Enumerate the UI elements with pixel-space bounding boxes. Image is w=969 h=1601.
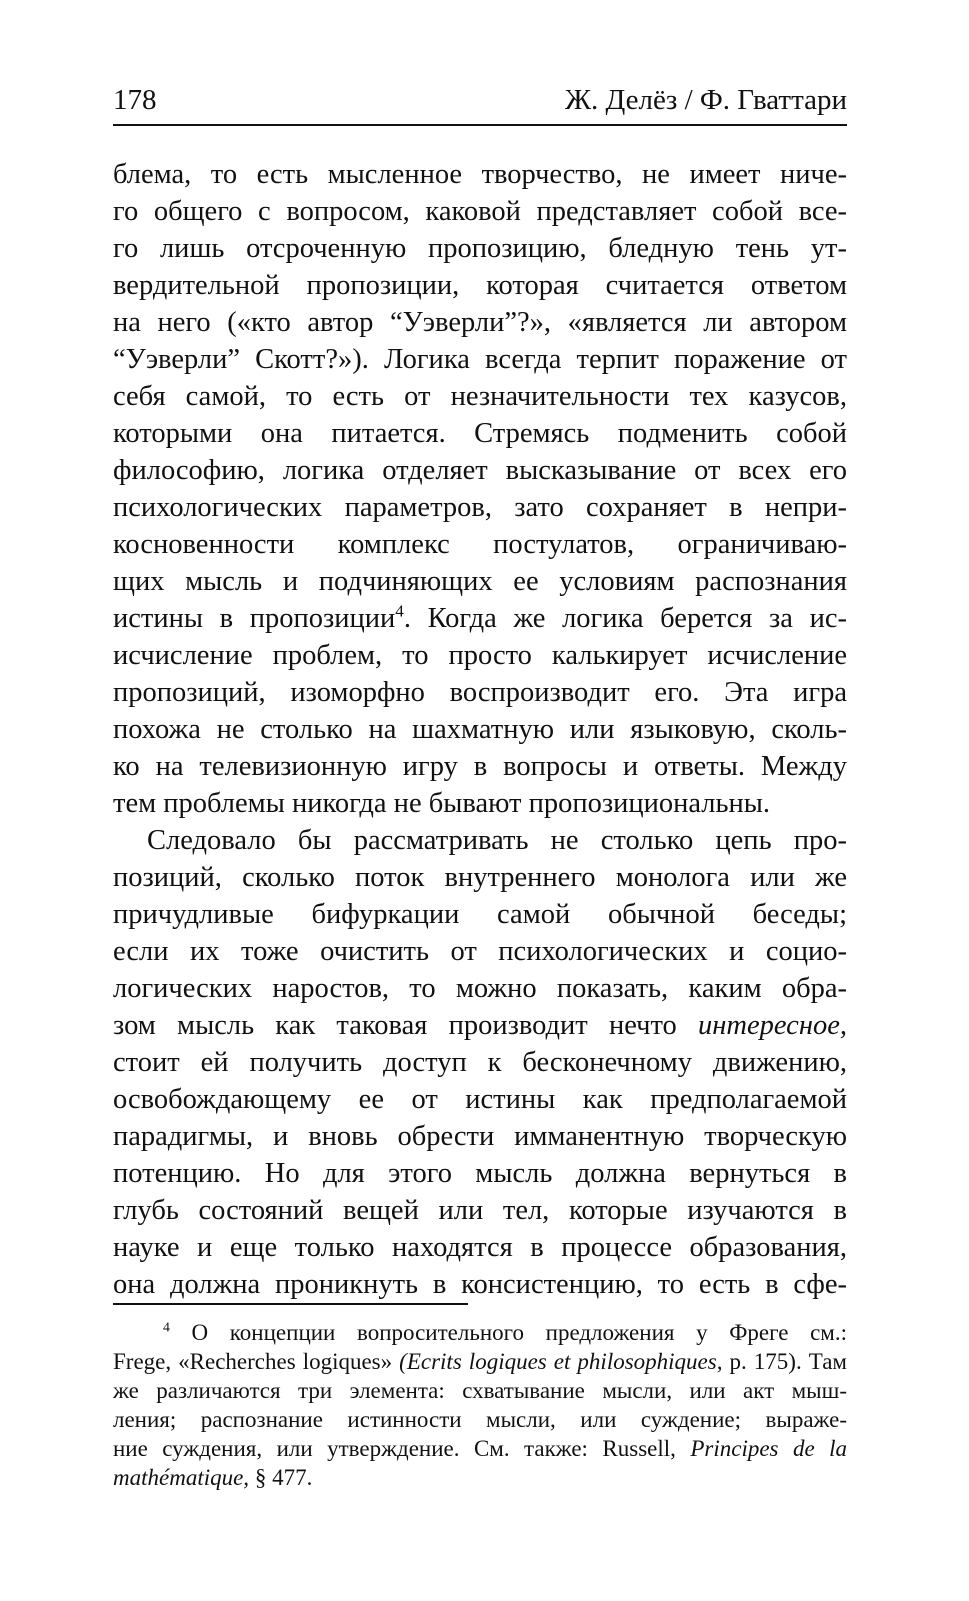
text-fragment: истины в пропозиции [113, 603, 396, 634]
text-line: науке и еще только находятся в процессе образования, [113, 1232, 847, 1263]
footnote-italic-title: Principes de la [690, 1436, 847, 1461]
text-line: вердительной пропозиции, которая считается ответом [113, 270, 847, 301]
text-line: себя самой, то есть от незначительности тех казусов, [113, 381, 847, 412]
footnote [113, 1318, 847, 1492]
italic-term: интересное, [698, 1010, 847, 1041]
body-text [113, 156, 847, 1303]
footnote-line: же различаются три элемента: схватывание мысли, или акт мыш- [113, 1378, 847, 1403]
text-line: психологических параметров, зато сохраняет в непри- [113, 492, 847, 523]
text-line: потенцию. Но для этого мысль должна вернуться в [113, 1158, 847, 1189]
text-line: косновенности комплекс постулатов, ограничиваю- [113, 529, 847, 560]
paragraph-start-line: Следовало бы рассматривать не столько цепь про- [147, 825, 847, 856]
footnote-italic-title: mathématique, [113, 1465, 250, 1490]
text-line: парадигмы, и вновь обрести имманентную творческую [113, 1121, 847, 1152]
footnote-text: p. 175). Там [722, 1349, 847, 1374]
text-line: похожа не столько на шахматную или языковую, сколь- [113, 714, 847, 745]
text-line: которыми она питается. Стремясь подменить собой [113, 418, 847, 449]
text-line: логических наростов, то можно показать, каким обра- [113, 973, 847, 1004]
footnote-italic-title: (Ecrits logiques et philosophiques, [399, 1349, 723, 1374]
text-line: тем проблемы никогда не бывают пропозициональны. [113, 788, 771, 819]
footnote-line: ления; распознание истинности мысли, или суждение; выраже- [113, 1407, 847, 1432]
text-line: позиций, сколько поток внутреннего монолога или же [113, 862, 847, 893]
text-line: освобождающему ее от истины как предполагаемой [113, 1084, 847, 1115]
footnote-line [113, 1463, 847, 1492]
text-fragment: зом мысль как таковая производит нечто [113, 1010, 677, 1041]
footnote-line [113, 1347, 847, 1376]
running-head [113, 80, 847, 120]
text-line: пропозиций, изоморфно воспроизводит его. Эта игра [113, 677, 847, 708]
footnote-line [113, 1318, 847, 1347]
text-line: на него («кто автор “Уэверли”?», «является ли автором [113, 307, 847, 338]
text-line: го общего с вопросом, каковой представляет собой все- [113, 196, 847, 227]
footnote-line [113, 1434, 847, 1463]
text-line: глубь состояний вещей или тел, которые изучаются в [113, 1195, 847, 1226]
text-line: щих мысль и подчиняющих ее условиям распознания [113, 566, 847, 597]
running-title: Ж. Делёз / Ф. Гваттари [565, 84, 847, 116]
footnote-text: ние суждения, или утверждение. См. также: Russell, [113, 1436, 691, 1461]
footnote-separator [113, 1303, 468, 1305]
text-line: она должна проникнуть в консистенцию, то есть в сфе- [113, 1269, 847, 1300]
text-line: причудливые бифуркации самой обычной беседы; [113, 899, 847, 930]
text-line: исчисление проблем, то просто калькирует исчисление [113, 640, 847, 671]
text-fragment: . Когда же логика берется за ис- [403, 603, 847, 634]
text-line: “Уэверли” Скотт?»). Логика всегда терпит поражение от [113, 344, 847, 375]
text-line: философию, логика отделяет высказывание от всех его [113, 455, 847, 486]
footnote-text: Frege, «Recherches logiques» [113, 1349, 400, 1374]
footnote-text: О концепции вопросительного предложения у Фреге см.: [191, 1320, 847, 1345]
text-line: ко на телевизионную игру в вопросы и ответы. Между [113, 751, 847, 782]
text-line-with-footnote-ref [113, 600, 847, 637]
text-line: го лишь отсроченную пропозицию, бледную тень ут- [113, 233, 847, 264]
page-number: 178 [113, 84, 157, 116]
footnote-reference[interactable]: 4 [395, 601, 404, 621]
text-line-with-italic [113, 1007, 847, 1044]
text-line: если их тоже очистить от психологических и социо- [113, 936, 847, 967]
header-rule [113, 124, 847, 126]
text-line: блема, то есть мысленное творчество, не имеет ниче- [113, 159, 847, 190]
footnote-text: § 477. [249, 1465, 313, 1490]
text-line: стоит ей получить доступ к бесконечному движению, [113, 1047, 847, 1078]
footnote-marker: 4 [163, 1319, 170, 1335]
